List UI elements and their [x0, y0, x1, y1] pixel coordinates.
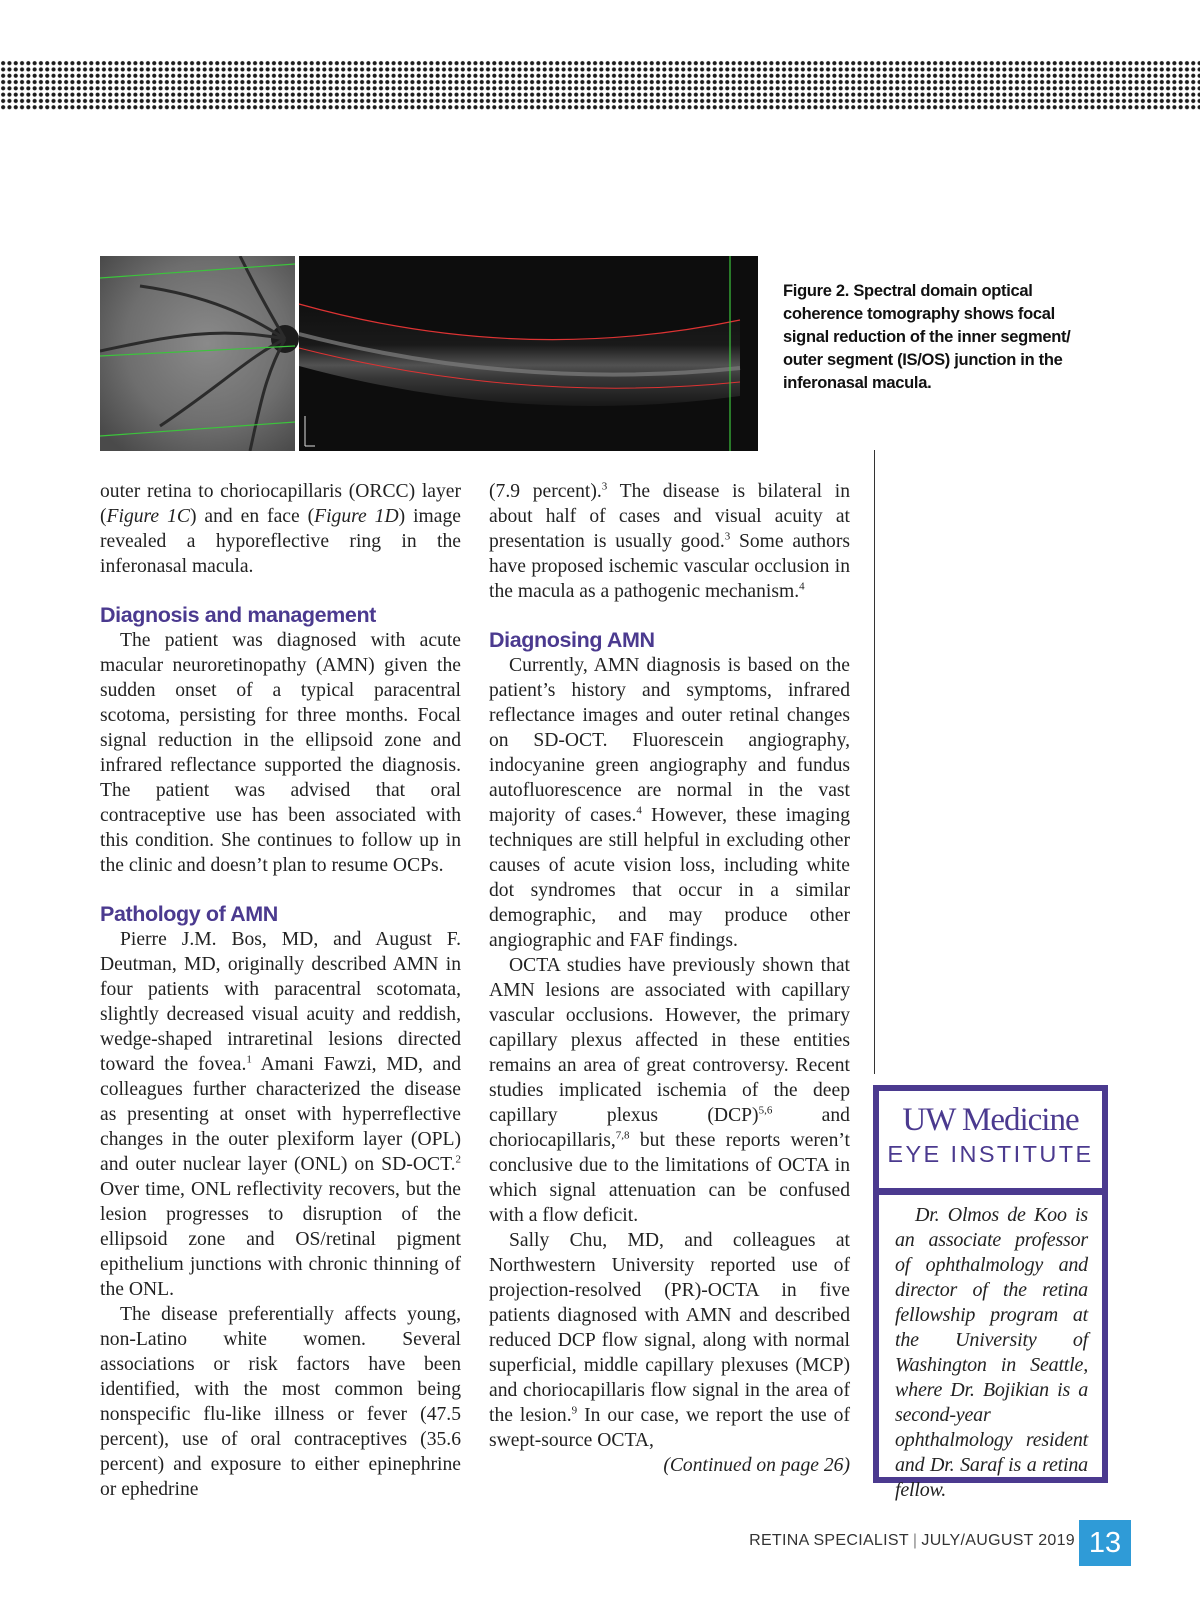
author-sidebar [873, 1085, 1108, 1501]
oct-b-scan [299, 256, 758, 451]
citation: 2 [455, 1153, 461, 1166]
fundus-photo [100, 256, 299, 451]
continued-note: (Continued on page 26) [663, 1455, 850, 1476]
citation: 4 [799, 580, 805, 593]
figure-2-image [100, 256, 758, 451]
logo-line-2: EYE INSTITUTE [887, 1141, 1094, 1167]
uw-medicine-logo [879, 1091, 1102, 1186]
figure-ref: Figure 1C [106, 506, 190, 527]
paragraph: OCTA studies have previously shown that AMN lesions are associated with capillary vascular occlusions. However, the primary capillary plexus affected in these entities remains an area of great controversy. Recent studies implicated ischemia of the deep capillary plexus (DCP)$^{5,6}$ and choriocapillaris,$^{7,8}$ but these reports weren’t conclusive due to the limitations of OCTA in which signal attenuation can be confused with a flow deficit. [489, 955, 850, 1226]
citation: 4 [636, 804, 642, 817]
dot-pattern-header [0, 60, 1200, 110]
paragraph: (7.9 percent).$^3$ The disease is bilateral in about half of cases and visual acuity at presentation is usually good.$^3$ Some authors have proposed ischemic vascular occlusion in the macula as a pathogenic mechanism.$^4$ [489, 480, 850, 602]
paragraph: Sally Chu, MD, and colleagues at Northwestern University reported use of projection-resolved (PR)-OCTA in five patients diagnosed with AMN and described reduced DCP flow signal, along with normal superficial, middle capillary plexuses (MCP) and choriocapillaris flow signal in the area of the lesion.$^9$ In our case, we report the use of swept-source OCTA, [489, 1230, 850, 1451]
citation: 9 [571, 1404, 578, 1417]
paragraph: outer retina to choriocapillaris (ORCC) layer (Figure 1C) and en face (Figure 1D) image revealed a hyporeflective ring in the inferonasal macula. [100, 481, 461, 577]
figure-ref: Figure 1D [314, 506, 399, 527]
section-heading-diagnosing: Diagnosing AMN [489, 628, 655, 652]
column-divider [874, 450, 875, 1074]
issue-date: JULY/AUGUST 2019 [921, 1532, 1075, 1549]
citation: 5,6 [758, 1104, 773, 1117]
paragraph: Pierre J.M. Bos, MD, and August F. Deutman, MD, originally described AMN in four patients with paracentral scotomata, slightly decreased visual acuity and reddish, wedge-shaped intraretinal lesions directed toward the fovea.$^1$ Amani Fawzi, MD, and colleagues further characterized the disease as presenting at onset with hyperreflective changes in the outer plexiform layer (OPL) and outer nuclear layer (ONL) on SD-OCT.$^2$ Over time, ONL reflectivity recovers, but the lesion progresses to disruption of the ellipsoid zone and OS/retinal pigment epithelium junctions with chronic thinning of the ONL. [100, 929, 461, 1300]
logo-line-1: UW Medicine [902, 1102, 1079, 1138]
paragraph: The patient was diagnosed with acute macular neuroretinopathy (AMN) given the sudden onset of a typical paracentral scotoma, persisting for three months. Focal signal reduction in the ellipsoid zone and infrared reflectance supported the diagnosis. The patient was advised that oral contraceptive use has been associated with this condition. She continues to follow up in the clinic and doesn’t plan to resume OCPs. [100, 630, 461, 876]
page-footer [740, 1532, 1075, 1550]
section-heading-pathology: Pathology of AMN [100, 902, 278, 926]
citation: 1 [246, 1053, 252, 1066]
page-number: 13 [1079, 1520, 1131, 1566]
paragraph: The disease preferentially affects young, non-Latino white women. Several associations or risk factors have been identified, with the most common being nonspecific flu-like illness or fever (47.5 percent), use of oral contraceptives (35.6 percent) and exposure to either epinephrine or ephedrine [100, 1304, 461, 1500]
article-column-1 [100, 479, 461, 1502]
section-heading-diagnosis: Diagnosis and management [100, 603, 376, 627]
publication-name: RETINA SPECIALIST [749, 1532, 909, 1549]
figure-2-caption: Figure 2. Spectral domain optical coherence tomography shows focal signal reduction of the inner segment/ outer segment (IS/OS) junction in the inferonasal macula. [783, 282, 1071, 392]
article-column-2 [489, 479, 850, 1478]
oct-scan-graphic [100, 256, 758, 451]
sidebar-divider [879, 1188, 1102, 1195]
citation: 7,8 [615, 1129, 630, 1142]
footer-separator: | [912, 1532, 918, 1549]
citation: 3 [601, 480, 608, 493]
citation: 3 [724, 530, 731, 543]
author-bio: Dr. Olmos de Koo is an associate professor of ophthalmology and director of the retina fellowship program at the University of Washington in Seattle, where Dr. Bojikian is a second-year ophthalmology resident and Dr. Saraf is a retina fellow. [895, 1204, 1088, 1501]
paragraph: Currently, AMN diagnosis is based on the patient’s history and symptoms, infrared reflectance images and outer retinal changes on SD-OCT. Fluorescein angiography, indocyanine green angiography and fundus autofluorescence are normal in the vast majority of cases.$^4$ However, these imaging techniques are still helpful in excluding other causes of acute vision loss, including white dot syndromes that occur in a similar demographic, and may produce other angiographic and FAF findings. [489, 655, 850, 951]
